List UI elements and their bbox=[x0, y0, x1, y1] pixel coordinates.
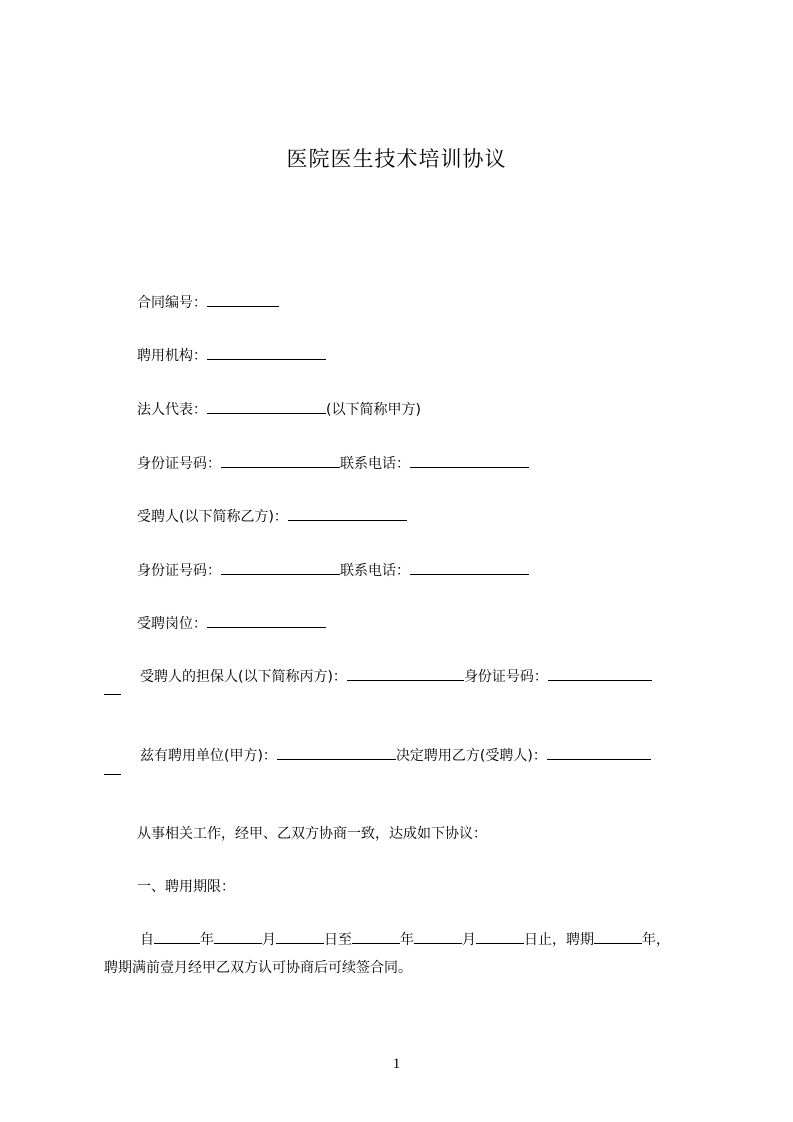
start-month-blank[interactable] bbox=[214, 929, 262, 944]
guarantor-label: 受聘人的担保人(以下简称丙方)： bbox=[140, 669, 347, 685]
party-a-id-line bbox=[137, 453, 529, 473]
phone-blank[interactable] bbox=[410, 560, 529, 575]
id-blank[interactable] bbox=[221, 453, 340, 468]
decide-blank-continued[interactable] bbox=[104, 774, 121, 775]
guarantor-id-blank-continued[interactable] bbox=[104, 694, 121, 695]
term-month: 月 bbox=[462, 932, 476, 948]
term-year: 年 bbox=[400, 932, 414, 948]
employee-blank[interactable] bbox=[288, 506, 407, 521]
term-years-blank[interactable] bbox=[594, 929, 642, 944]
whereas-label: 兹有聘用单位(甲方)： bbox=[140, 748, 277, 764]
legal-rep-line bbox=[137, 399, 421, 419]
term-from: 自 bbox=[140, 932, 154, 948]
phone-label: 联系电话： bbox=[340, 563, 410, 579]
contract-no-line bbox=[137, 292, 279, 312]
guarantor-id-blank[interactable] bbox=[548, 666, 652, 681]
end-year-blank[interactable] bbox=[352, 929, 400, 944]
intro-text: 从事相关工作，经甲、乙双方协商一致，达成如下协议： bbox=[137, 826, 487, 842]
contract-no-label: 合同编号： bbox=[137, 295, 207, 311]
contract-no-blank[interactable] bbox=[207, 292, 279, 307]
start-day-blank[interactable] bbox=[276, 929, 324, 944]
section-heading: 一、聘用期限： bbox=[137, 879, 235, 895]
position-line bbox=[137, 613, 326, 633]
term-paragraph bbox=[104, 926, 716, 982]
page-title: 医院医生技术培训协议 bbox=[286, 147, 507, 171]
employer-line bbox=[137, 345, 326, 365]
guarantor-line bbox=[140, 666, 652, 686]
start-year-blank[interactable] bbox=[154, 929, 200, 944]
employer-label: 聘用机构： bbox=[137, 348, 207, 364]
term-month: 月 bbox=[262, 932, 276, 948]
position-blank[interactable] bbox=[207, 613, 326, 628]
party-b-id-line bbox=[137, 560, 529, 580]
legal-rep-note: (以下简称甲方) bbox=[326, 402, 421, 418]
phone-label: 联系电话： bbox=[340, 456, 410, 472]
decide-blank[interactable] bbox=[547, 745, 651, 760]
guarantor-blank[interactable] bbox=[347, 666, 464, 681]
end-month-blank[interactable] bbox=[414, 929, 462, 944]
renew-text: 聘期满前壹月经甲乙双方认可协商后可续签合同。 bbox=[104, 960, 412, 976]
term-day-to: 日至 bbox=[324, 932, 352, 948]
employer-blank[interactable] bbox=[207, 345, 326, 360]
phone-blank[interactable] bbox=[410, 453, 529, 468]
term-year-end: 年， bbox=[642, 932, 670, 948]
legal-rep-blank[interactable] bbox=[207, 399, 326, 414]
term-line bbox=[104, 926, 716, 954]
id-label: 身份证号码： bbox=[137, 456, 221, 472]
decide-label: 决定聘用乙方(受聘人)： bbox=[395, 748, 547, 764]
position-label: 受聘岗位： bbox=[137, 616, 207, 632]
page-number: 1 bbox=[392, 1056, 401, 1072]
term-day-end: 日止，聘期 bbox=[524, 932, 594, 948]
legal-rep-label: 法人代表： bbox=[137, 402, 207, 418]
whereas-blank[interactable] bbox=[277, 745, 396, 760]
id-blank[interactable] bbox=[221, 560, 340, 575]
employee-label: 受聘人(以下简称乙方)： bbox=[137, 509, 288, 525]
employee-line bbox=[137, 506, 407, 526]
id-label: 身份证号码： bbox=[137, 563, 221, 579]
term-year: 年 bbox=[200, 932, 214, 948]
end-day-blank[interactable] bbox=[476, 929, 524, 944]
whereas-line bbox=[140, 745, 651, 765]
id-label: 身份证号码： bbox=[463, 669, 548, 685]
